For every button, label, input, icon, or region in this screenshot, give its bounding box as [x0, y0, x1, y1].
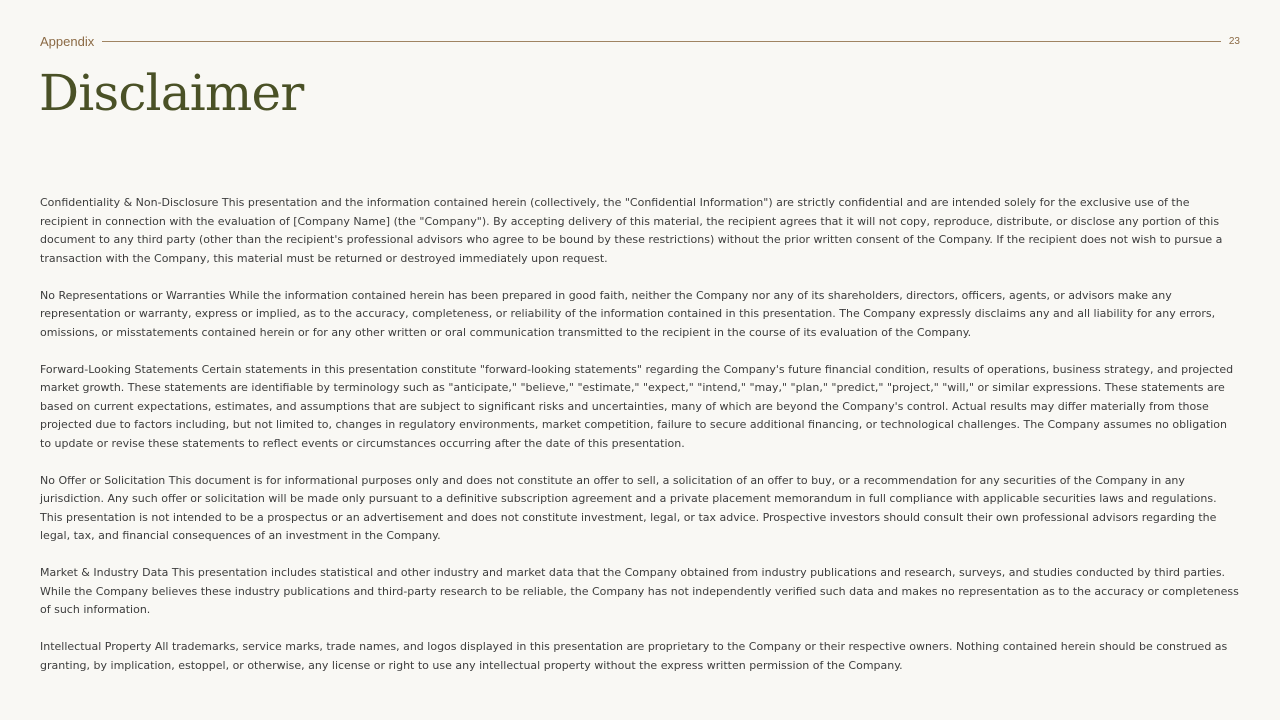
- paragraph-market-data: Market & Industry Data This presentation includes statistical and other industry and market data that the Company obtained from industry publications and research, surveys, and studies conducted by third parties. While the Company believes these industry publications and third-party research to be reliable, the Company has not independently verified such data and makes no representation as to the accuracy or completeness of such information.: [40, 566, 1239, 616]
- paragraph-confidentiality: Confidentiality & Non-Disclosure This presentation and the information contained herein (collectively, the "Confidential Information") are strictly confidential and are intended solely for the exclusive use of the recipient in connection with the evaluation of [Company Name] (the "Company"). By accepting delivery of this material, the recipient agrees that it will not copy, reproduce, distribute, or disclose any portion of this document to any third party (other than the recipient's professional advisors who agree to be bound by these restrictions) without the prior written consent of the Company. If the recipient does not wish to pursue a transaction with the Company, this material must be returned or destroyed immediately upon request.: [40, 196, 1223, 265]
- disclaimer-body: [40, 194, 1240, 694]
- header-divider: [102, 41, 1221, 42]
- paragraph-no-representations: No Representations or Warranties While the information contained herein has been prepared in good faith, neither the Company nor any of its shareholders, directors, officers, agents, or advisors make any representation or warranty, express or implied, as to the accuracy, completeness, or reliability of the information contained in this presentation. The Company expressly disclaims any and all liability for any errors, omissions, or misstatements contained herein or for any other written or oral communication transmitted to the recipient in the course of its evaluation of the Company.: [40, 288, 1216, 339]
- section-label: Appendix: [40, 33, 95, 49]
- paragraph-forward-looking: Forward-Looking Statements Certain statements in this presentation constitute "forward-looking statements" regarding the Company's future financial condition, results of operations, business strategy, and projected market growth. These statements are identifiable by terminology such as "anticipate," "believe," "estimate," "expect," "intend," "may," "plan," "predict," "project," "will," or similar expressions. These statements are based on current expectations, estimates, and assumptions that are subject to significant risks and uncertainties, many of which are beyond the Company's control. Actual results may differ materially from those projected due to factors including, but not limited to, changes in regulatory environments, market competition, failure to secure additional financing, or technological challenges. The Company assumes no obligation to update or revise these statements to reflect events or circumstances occurring after the date of this presentation.: [40, 362, 1234, 450]
- page-title: Disclaimer: [39, 64, 304, 122]
- paragraph-intellectual-property: Intellectual Property All trademarks, service marks, trade names, and logos displayed in this presentation are proprietary to the Company or their respective owners. Nothing contained herein should be construed as granting, by implication, estoppel, or otherwise, any license or right to use any intellectual property without the express written permission of the Company.: [40, 640, 1228, 672]
- page-number: 23: [1228, 35, 1240, 47]
- paragraph-no-offer: No Offer or Solicitation This document is for informational purposes only and does not constitute an offer to sell, a solicitation of an offer to buy, or a recommendation for any securities of the Company in any jurisdiction. Any such offer or solicitation will be made only pursuant to a definitive subscription agreement and a private placement memorandum in full compliance with applicable securities laws and regulations. This presentation is not intended to be a prospectus or an advertisement and does not constitute investment, legal, or tax advice. Prospective investors should consult their own professional advisors regarding the legal, tax, and financial consequences of an investment in the Company.: [40, 473, 1217, 542]
- slide-header: [40, 33, 1240, 49]
